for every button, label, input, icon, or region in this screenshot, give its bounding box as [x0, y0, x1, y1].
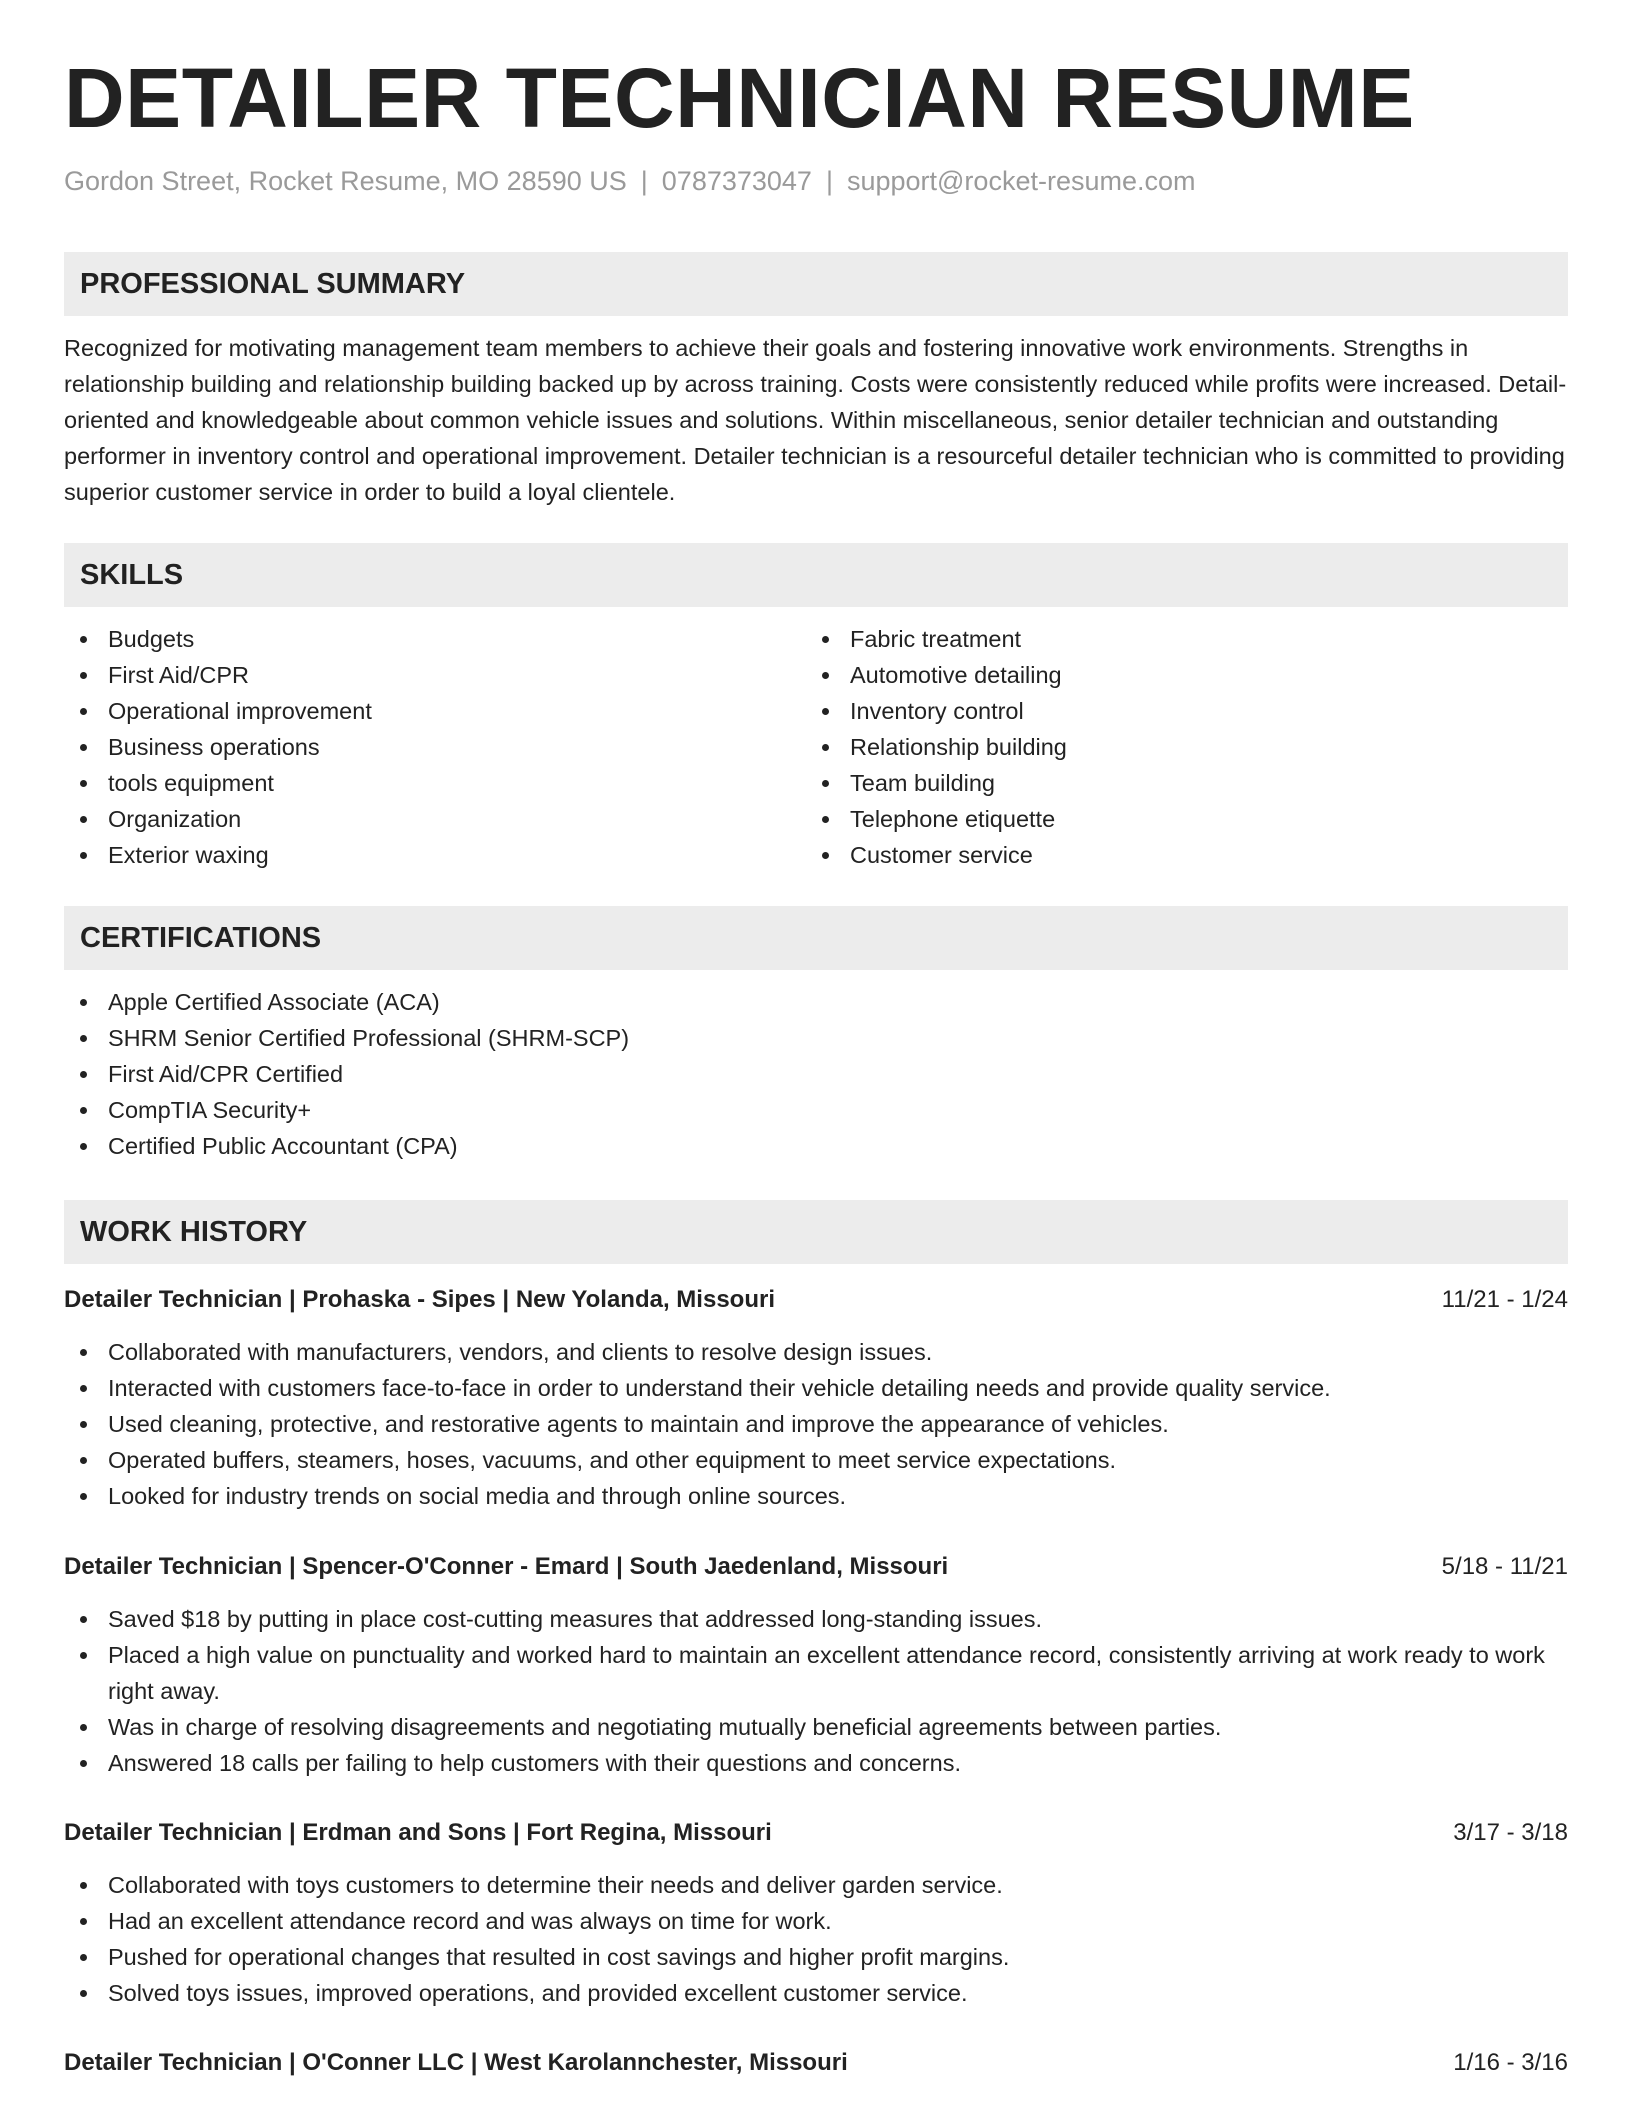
contact-separator: |	[640, 166, 648, 196]
certification-item: Certified Public Accountant (CPA)	[64, 1128, 1568, 1164]
job-entry	[64, 1282, 1568, 1514]
skill-item: Operational improvement	[64, 693, 804, 729]
job-bullet: Interacted with customers face-to-face in order to understand their vehicle detailing needs and provide quality service.	[64, 1370, 1568, 1406]
skill-item: Fabric treatment	[806, 621, 1546, 657]
resume-title: DETAILER TECHNICIAN RESUME	[64, 51, 1415, 145]
job-bullet: Used cleaning, protective, and restorative agents to maintain and improve the appearance of vehicles.	[64, 1406, 1568, 1442]
job-title: Detailer Technician | Erdman and Sons | Fort Regina, Missouri	[64, 1819, 772, 1846]
job-title: Detailer Technician | Spencer-O'Conner - Emard | South Jaedenland, Missouri	[64, 1553, 949, 1580]
job-entry	[64, 1815, 1568, 2011]
job-entry	[64, 2045, 1568, 2081]
contact-email[interactable]: support@rocket-resume.com	[846, 166, 1196, 196]
contact-line	[64, 166, 1196, 197]
job-bullet: Was in charge of resolving disagreements and negotiating mutually beneficial agreements between parties.	[64, 1709, 1568, 1745]
certification-item: SHRM Senior Certified Professional (SHRM-SCP)	[64, 1020, 1568, 1056]
certification-item: CompTIA Security+	[64, 1092, 1568, 1128]
summary-text: Recognized for motivating management team members to achieve their goals and fostering innovative work environments. Strengths in relationship building and relationship building backed up by across training. Costs were consistently reduced while profits were increased. Detail-oriented and knowledgeable about common vehicle issues and solutions. Within miscellaneous, senior detailer technician and outstanding performer in inventory control and operational improvement. Detailer technician is a resourceful detailer technician who is committed to providing superior customer service in order to build a loyal clientele.	[64, 335, 1567, 505]
contact-phone: 0787373047	[661, 166, 812, 196]
section-heading-summary: PROFESSIONAL SUMMARY	[64, 252, 1568, 316]
skill-item: Organization	[64, 801, 804, 837]
certification-item: Apple Certified Associate (ACA)	[64, 984, 1568, 1020]
contact-address: Gordon Street, Rocket Resume, MO 28590 US	[64, 166, 627, 196]
job-dates: 11/21 - 1/24	[1441, 1286, 1568, 1313]
job-bullet: Collaborated with toys customers to determine their needs and deliver garden service.	[64, 1867, 1568, 1903]
job-header	[64, 1282, 1568, 1318]
skill-item: tools equipment	[64, 765, 804, 801]
job-header	[64, 1815, 1568, 1851]
skill-item: First Aid/CPR	[64, 657, 804, 693]
job-bullet: Had an excellent attendance record and was always on time for work.	[64, 1903, 1568, 1939]
job-dates: 5/18 - 11/21	[1441, 1553, 1568, 1580]
section-heading-certifications: CERTIFICATIONS	[64, 906, 1568, 970]
skill-item: Inventory control	[806, 693, 1546, 729]
job-bullet: Looked for industry trends on social media and through online sources.	[64, 1478, 1568, 1514]
job-title: Detailer Technician | O'Conner LLC | West Karolannchester, Missouri	[64, 2049, 848, 2076]
skill-item: Customer service	[806, 837, 1546, 873]
certification-item: First Aid/CPR Certified	[64, 1056, 1568, 1092]
job-bullet: Placed a high value on punctuality and worked hard to maintain an excellent attendance record, consistently arriving at work ready to work right away.	[64, 1637, 1568, 1709]
skill-item: Budgets	[64, 621, 804, 657]
skill-item: Team building	[806, 765, 1546, 801]
job-bullet: Collaborated with manufacturers, vendors, and clients to resolve design issues.	[64, 1334, 1568, 1370]
job-bullet: Pushed for operational changes that resulted in cost savings and higher profit margins.	[64, 1939, 1568, 1975]
job-dates: 1/16 - 3/16	[1453, 2049, 1568, 2076]
job-entry	[64, 1549, 1568, 1781]
job-header	[64, 2045, 1568, 2081]
job-bullet: Answered 18 calls per failing to help customers with their questions and concerns.	[64, 1745, 1568, 1781]
job-title: Detailer Technician | Prohaska - Sipes | New Yolanda, Missouri	[64, 1286, 775, 1313]
skills-column-right	[806, 621, 1546, 873]
contact-separator: |	[825, 166, 833, 196]
skills-column-left	[64, 621, 804, 873]
skill-item: Business operations	[64, 729, 804, 765]
job-dates: 3/17 - 3/18	[1453, 1819, 1568, 1846]
skill-item: Relationship building	[806, 729, 1546, 765]
section-heading-work-history: WORK HISTORY	[64, 1200, 1568, 1264]
skill-item: Exterior waxing	[64, 837, 804, 873]
job-header	[64, 1549, 1568, 1585]
section-heading-skills: SKILLS	[64, 543, 1568, 607]
job-bullet: Solved toys issues, improved operations, and provided excellent customer service.	[64, 1975, 1568, 2011]
certifications-list	[64, 984, 1568, 1164]
skill-item: Telephone etiquette	[806, 801, 1546, 837]
job-bullet: Saved $18 by putting in place cost-cutting measures that addressed long-standing issues.	[64, 1601, 1568, 1637]
skill-item: Automotive detailing	[806, 657, 1546, 693]
job-bullet: Operated buffers, steamers, hoses, vacuums, and other equipment to meet service expectations.	[64, 1442, 1568, 1478]
